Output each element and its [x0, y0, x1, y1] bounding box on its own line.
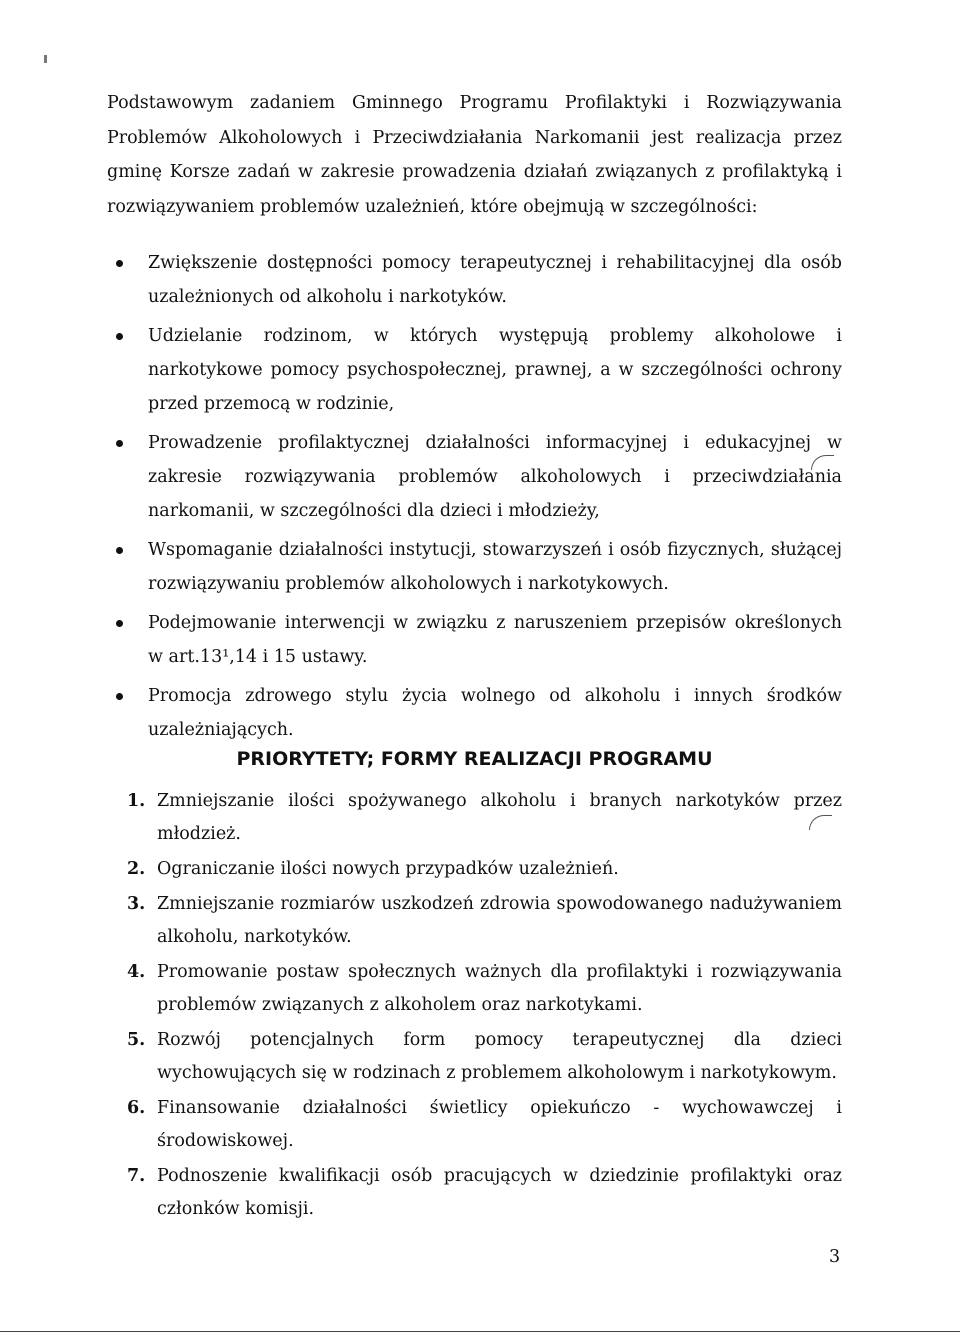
priority-text: Finansowanie działalności świetlicy opiekuńczo - wychowawczej i środowiskowej.	[157, 1098, 842, 1151]
priority-item	[107, 1024, 842, 1090]
priority-number: 4.	[127, 962, 146, 982]
priority-number: 2.	[127, 859, 146, 879]
bullet-text: Podejmowanie interwencji w związku z naruszeniem przepisów określonych w art.13¹,14 i 15 ustawy.	[148, 613, 842, 667]
bullet-item	[107, 606, 842, 674]
tasks-bullet-list	[107, 246, 842, 752]
priority-text: Zmniejszanie rozmiarów uszkodzeń zdrowia spowodowanego nadużywaniem alkoholu, narkotyków.	[157, 894, 842, 947]
priority-text: Promowanie postaw społecznych ważnych dla profilaktyki i rozwiązywania problemów związanych z alkoholem oraz narkotykami.	[157, 962, 842, 1015]
priority-number: 1.	[127, 791, 146, 811]
bullet-item	[107, 533, 842, 601]
bullet-text: Udzielanie rodzinom, w których występują problemy alkoholowe i narkotykowe pomocy psychospołecznej, prawnej, a w szczególności ochrony przed przemocą w rodzinie,	[148, 326, 842, 414]
priority-item	[107, 853, 842, 886]
priority-text: Zmniejszanie ilości spożywanego alkoholu i branych narkotyków przez młodzież.	[157, 791, 842, 844]
priority-number: 6.	[127, 1098, 146, 1118]
bullet-item	[107, 679, 842, 747]
bottom-rule	[0, 1331, 960, 1332]
priority-item	[107, 785, 842, 851]
bullet-text: Wspomaganie działalności instytucji, stowarzyszeń i osób fizycznych, służącej rozwiązywaniu problemów alkoholowych i narkotykowych.	[148, 540, 842, 594]
priority-text: Podnoszenie kwalifikacji osób pracujących w dziedzinie profilaktyki oraz członków komisji.	[157, 1166, 842, 1219]
priority-text: Ograniczanie ilości nowych przypadków uzależnień.	[157, 859, 619, 879]
bullet-icon	[116, 547, 123, 554]
page-number: 3	[829, 1247, 841, 1267]
intro-paragraph: Podstawowym zadaniem Gminnego Programu Profilaktyki i Rozwiązywania Problemów Alkoholowych i Przeciwdziałania Narkomanii jest realizacja przez gminę Korsze zadań w zakresie prowadzenia działań związanych z profilaktyką i rozwiązywaniem problemów uzależnień, które obejmują w szczególności:	[107, 93, 842, 217]
bullet-text: Zwiększenie dostępności pomocy terapeutycznej i rehabilitacyjnej dla osób uzależnionych od alkoholu i narkotyków.	[148, 253, 842, 307]
bullet-item	[107, 426, 842, 528]
priority-item	[107, 956, 842, 1022]
priority-number: 5.	[127, 1030, 146, 1050]
bullet-icon	[116, 620, 123, 627]
priority-item	[107, 1092, 842, 1158]
scan-artifact	[44, 55, 47, 63]
priority-item	[107, 1160, 842, 1226]
bullet-icon	[116, 693, 123, 700]
bullet-icon	[116, 333, 123, 340]
bullet-item	[107, 246, 842, 314]
bullet-text: Promocja zdrowego stylu życia wolnego od alkoholu i innych środków uzależniających.	[148, 686, 842, 740]
priority-text: Rozwój potencjalnych form pomocy terapeutycznej dla dzieci wychowujących się w rodzinach z problemem alkoholowym i narkotykowym.	[157, 1030, 842, 1083]
bullet-item	[107, 319, 842, 421]
priority-number: 3.	[127, 894, 146, 914]
bullet-icon	[116, 440, 123, 447]
bullet-icon	[116, 260, 123, 267]
priority-number: 7.	[127, 1166, 146, 1186]
bullet-text: Prowadzenie profilaktycznej działalności informacyjnej i edukacyjnej w zakresie rozwiązywania problemów alkoholowych i przeciwdziałania narkomanii, w szczególności dla dzieci i młodzieży,	[148, 433, 842, 521]
priorities-numbered-list	[107, 785, 842, 1228]
priority-item	[107, 888, 842, 954]
section-heading: PRIORYTETY; FORMY REALIZACJI PROGRAMU	[236, 748, 713, 770]
